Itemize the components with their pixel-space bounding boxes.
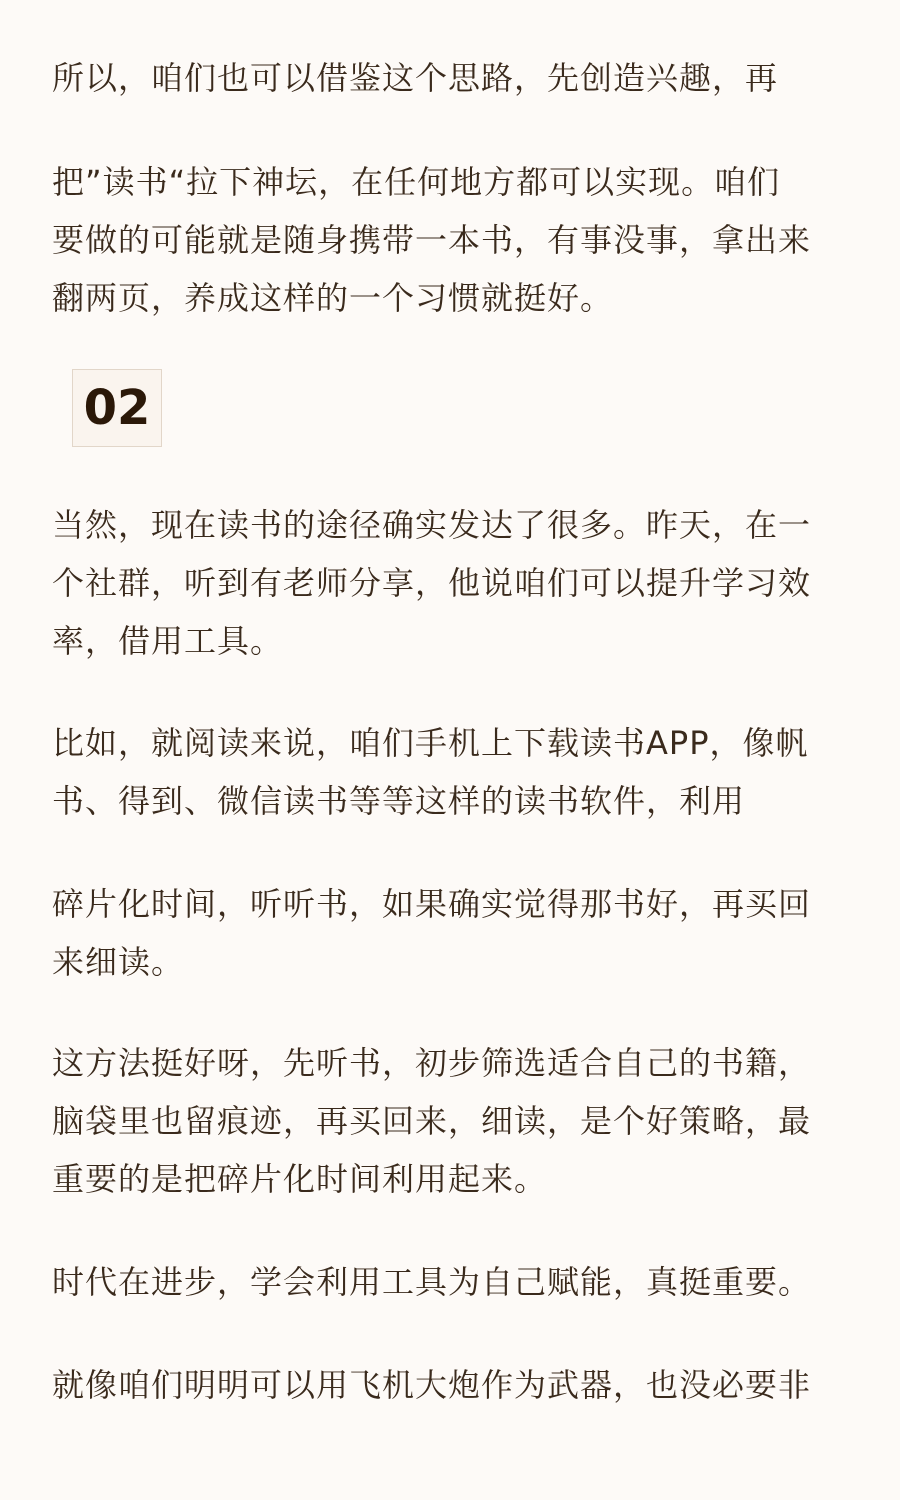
paragraph-line: 重要的是把碎片化时间利用起来。	[52, 1160, 548, 1198]
paragraph-line: 就像咱们明明可以用飞机大炮作为武器，也没必要非	[52, 1366, 812, 1404]
paragraph-7	[52, 1253, 852, 1311]
paragraph-line: 个社群，听到有老师分享，他说咱们可以提升学习效	[52, 564, 812, 602]
paragraph-line: 所以，咱们也可以借鉴这个思路，先创造兴趣，再	[52, 59, 779, 97]
paragraph-line: 当然，现在读书的途径确实发达了很多。昨天，在一	[52, 506, 812, 544]
section-number-badge: 02	[72, 369, 162, 447]
paragraph-line: 翻两页，养成这样的一个习惯就挺好。	[52, 279, 614, 317]
paragraph-1	[52, 49, 852, 107]
paragraph-line: 要做的可能就是随身携带一本书，有事没事，拿出来	[52, 221, 812, 259]
paragraph-6	[52, 1034, 852, 1208]
paragraph-8	[52, 1356, 852, 1414]
paragraph-line: 脑袋里也留痕迹，再买回来，细读，是个好策略，最	[52, 1102, 812, 1140]
paragraph-2	[52, 153, 852, 327]
paragraph-line: 碎片化时间，听听书，如果确实觉得那书好，再买回	[52, 885, 812, 923]
paragraph-line: 时代在进步，学会利用工具为自己赋能，真挺重要。	[52, 1263, 812, 1301]
paragraph-4	[52, 714, 852, 830]
paragraph-5	[52, 875, 852, 991]
paragraph-line: 这方法挺好呀，先听书，初步筛选适合自己的书籍，	[52, 1044, 812, 1082]
paragraph-line: 书、得到、微信读书等等这样的读书软件，利用	[52, 782, 746, 820]
paragraph-line: 把”读书“拉下神坛，在任何地方都可以实现。咱们	[52, 163, 781, 201]
paragraph-line: 比如，就阅读来说，咱们手机上下载读书APP，像帆	[52, 724, 809, 762]
paragraph-line: 率，借用工具。	[52, 622, 284, 660]
paragraph-3	[52, 496, 852, 670]
paragraph-line: 来细读。	[52, 943, 185, 981]
